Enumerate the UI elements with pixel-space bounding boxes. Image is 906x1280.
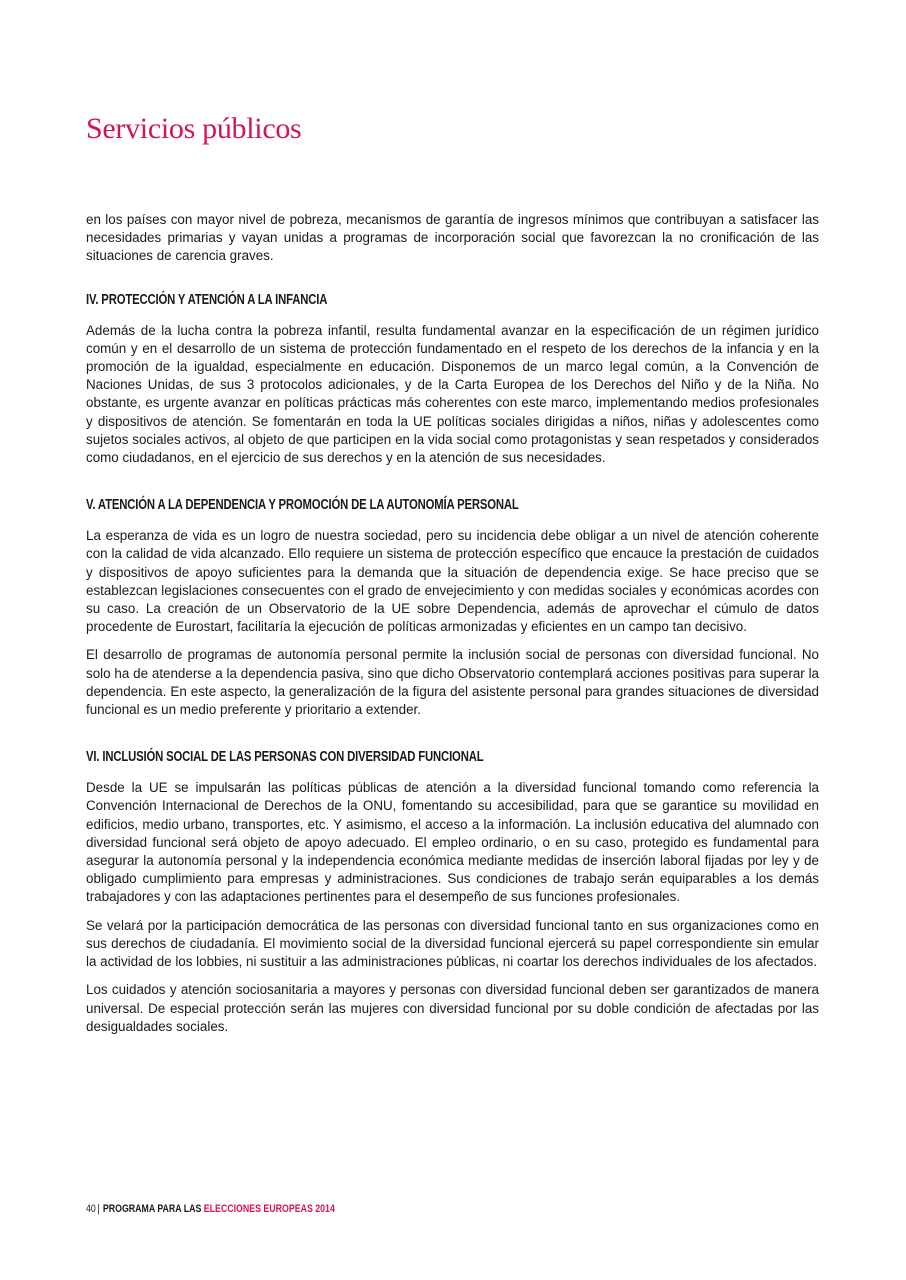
section-heading-v: V. ATENCIÓN A LA DEPENDENCIA Y PROMOCIÓN DE LA AUTONOMÍA PERSONAL — [86, 497, 519, 514]
document-body — [86, 211, 819, 1046]
paragraph-section-v-1: La esperanza de vida es un logro de nuestra sociedad, pero su incidencia debe obligar a un nivel de atención coherente con la calidad de vida alcanzado. Ello requiere un sistema de protección específico que encauce la prestación de cuidados y dispositivos de apoyo suficientes para la demanda que la situación de dependencia exige. Se hace preciso que se establezcan legislaciones consecuentes con el grado de envejecimiento y con medidas sociales y económicas acordes con su caso. La creación de un Observatorio de la UE sobre Dependencia, además de aprovechar el cúmulo de datos procedente de Eurostart, facilitaría la ejecución de políticas armonizadas y eficientes en un campo tan decisivo. — [86, 528, 819, 635]
paragraph-section-vi-2: Se velará por la participación democrática de las personas con diversidad funcional tanto en sus organizaciones como en sus derechos de ciudadanía. El movimiento social de la diversidad funcional ejercerá su papel correspondiente sin emular la actividad de los lobbies, ni sustituir a las administraciones públicas, ni coartar los derechos individuales de los afectados. — [86, 917, 819, 970]
paragraph-section-vi-1: Desde la UE se impulsarán las políticas públicas de atención a la diversidad funcional tomando como referencia la Convención Internacional de Derechos de la ONU, fomentando su accesibilidad, para que se garantice su movilidad en edificios, medio urbano, transportes, etc. Y asimismo, el acceso a la información. La inclusión educativa del alumnado con diversidad funcional será objeto de apoyo adecuado. El empleo ordinario, o en su caso, protegido es fundamental para asegurar la autonomía personal y la independencia económica mediante medidas de inserción laboral fijadas por ley y de obligado cumplimiento para empresas y administraciones. Sus condiciones de trabajo serán equiparables a los demás trabajadores y con las adaptaciones pertinentes para el desempeño de sus funciones profesionales. — [86, 780, 819, 905]
footer-separator: | — [97, 1203, 100, 1215]
page-title: Servicios públicos — [86, 112, 302, 145]
paragraph-section-v-2: El desarrollo de programas de autonomía personal permite la inclusión social de personas con diversidad funcional. No solo ha de atenderse a la dependencia pasiva, sino que dicho Observatorio contemplará acciones positivas para superar la dependencia. En este aspecto, la generalización de la figura del asistente personal para grandes situaciones de diversidad funcional es un medio preferente y prioritario a extender. — [86, 647, 819, 718]
page-number: 40 — [86, 1203, 96, 1215]
page-footer — [86, 1203, 335, 1215]
footer-elections-label: ELECCIONES EUROPEAS 2014 — [203, 1203, 335, 1215]
footer-program-label: PROGRAMA PARA LAS — [102, 1203, 202, 1215]
section-heading-vi: VI. INCLUSIÓN SOCIAL DE LAS PERSONAS CON DIVERSIDAD FUNCIONAL — [86, 749, 484, 766]
paragraph-section-iv-1: Además de la lucha contra la pobreza infantil, resulta fundamental avanzar en la especificación de un régimen jurídico común y en el desarrollo de un sistema de protección fundamentado en el respeto de los derechos de la infancia y en la promoción de la igualdad, especialmente en educación. Disponemos de un marco legal común, a la Convención de Naciones Unidas, de sus 3 protocolos adicionales, y de la Carta Europea de los Derechos del Niño y de la Niña. No obstante, es urgente avanzar en políticas prácticas más coherentes con este marco, implementando medios profesionales y dispositivos de atención. Se fomentarán en toda la UE políticas sociales dirigidas a niños, niñas y adolescentes como sujetos sociales activos, al objeto de que participen en la vida social como protagonistas y sean respetados y considerados como ciudadanos, en el ejercicio de sus derechos y en la atención de sus necesidades. — [86, 322, 819, 466]
paragraph-section-vi-3: Los cuidados y atención sociosanitaria a mayores y personas con diversidad funcional deben ser garantizados de manera universal. De especial protección serán las mujeres con diversidad funcional por su doble condición de afectadas por las desigualdades sociales. — [86, 982, 819, 1034]
paragraph-intro: en los países con mayor nivel de pobreza, mecanismos de garantía de ingresos mínimos que contribuyan a satisfacer las necesidades primarias y vayan unidas a programas de incorporación social que favorezcan la no cronificación de las situaciones de carencia graves. — [86, 212, 819, 264]
section-heading-iv: IV. PROTECCIÓN Y ATENCIÓN A LA INFANCIA — [86, 291, 328, 308]
